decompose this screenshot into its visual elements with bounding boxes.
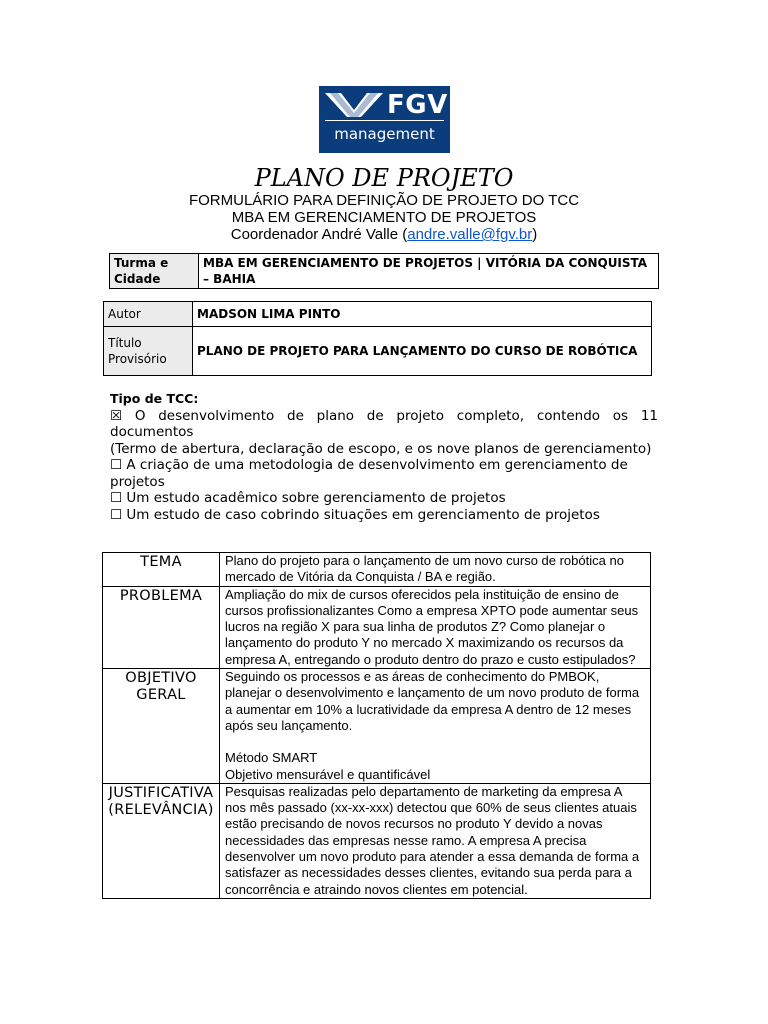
justificativa-text: Pesquisas realizadas pelo departamento de marketing da empresa A nos mês passado (xx-xx-xxx) detectou que 60% de seus clientes atuais estão precisando de novos recursos no produto Y devido a novas necessidades das empresas nesse ramo. A empresa A precisa desenvolver um novo produto para atender a essa demanda de forma a satisfazer as necessidades desses clientes, evitando sua perda para a concorrência e atraindo novos clientes em potencial.: [220, 783, 651, 898]
tcc-option-note: (Termo de abertura, declaração de escopo, e os nove planos de gerenciamento): [110, 440, 652, 457]
objetivo-method: Método SMART: [225, 750, 318, 766]
tcc-type-section: [110, 391, 658, 523]
logo-divider: [325, 120, 444, 121]
fgv-logo: [319, 86, 450, 153]
coordinator-prefix: Coordenador André Valle (: [230, 226, 408, 243]
objetivo-method-note: Objetivo mensurável e quantificável: [225, 766, 431, 782]
tcc-type-heading: Tipo de TCC:: [110, 391, 199, 406]
document-title: PLANO DE PROJETO: [254, 164, 514, 192]
class-label: Turma e Cidade: [110, 254, 199, 289]
author-table: [103, 301, 652, 376]
objetivo-cell: [220, 669, 651, 784]
objetivo-label: OBJETIVO GERAL: [103, 669, 220, 784]
objetivo-spacer: [225, 734, 645, 750]
program-name: MBA EM GERENCIAMENTO DE PROJETOS: [231, 209, 537, 226]
project-definition-table: [102, 552, 651, 899]
logo-subtitle: management: [334, 125, 435, 143]
tema-label: TEMA: [103, 553, 220, 587]
tema-text: Plano do projeto para o lançamento de um novo curso de robótica no mercado de Vitória da Conquista / BA e região.: [220, 553, 651, 587]
coordinator-email-link[interactable]: andre.valle@fgv.br: [407, 226, 533, 243]
provisional-title-value: PLANO DE PROJETO PARA LANÇAMENTO DO CURSO DE ROBÓTICA: [193, 327, 652, 376]
coordinator-suffix: ): [532, 226, 538, 243]
tcc-option-academic-study[interactable]: ☐ Um estudo acadêmico sobre gerenciamento de projetos: [110, 490, 506, 506]
form-subtitle: FORMULÁRIO PARA DEFINIÇÃO DE PROJETO DO TCC: [188, 192, 580, 209]
tcc-option-case-study[interactable]: ☐ Um estudo de caso cobrindo situações em gerenciamento de projetos: [110, 506, 600, 523]
author-label: Autor: [104, 302, 193, 327]
logo-brand: FGV: [387, 90, 448, 120]
justificativa-label: JUSTIFICATIVA (RELEVÂNCIA): [103, 783, 220, 898]
objetivo-text: Seguindo os processos e as áreas de conhecimento do PMBOK, planejar o desenvolvimento e lançamento de um novo produto de forma a aumentar em 10% a lucratividade da empresa A dentro de 12 meses após seu lançamento.: [225, 669, 640, 733]
tcc-option-methodology[interactable]: ☐ A criação de uma metodologia de desenvolvimento em gerenciamento de projetos: [110, 457, 628, 490]
fgv-chevron-icon: [325, 93, 383, 117]
coordinator-line: [0, 226, 768, 243]
author-value: MADSON LIMA PINTO: [193, 302, 652, 327]
class-table: [109, 253, 659, 289]
problema-label: PROBLEMA: [103, 586, 220, 668]
problema-text: Ampliação do mix de cursos oferecidos pela instituição de ensino de cursos profissionalizantes Como a empresa XPTO pode aumentar seus lucros na região X para sua linha de produtos Z? Como planejar o lançamento do produto Y no mercado X maximizando os recursos da empresa A, entregando o produto dentro do prazo e custo estipulados?: [220, 586, 651, 668]
tcc-option-complete-plan[interactable]: ☒ O desenvolvimento de plano de projeto completo, contendo os 11 documentos: [110, 407, 658, 440]
class-value: MBA EM GERENCIAMENTO DE PROJETOS | VITÓRIA DA CONQUISTA – BAHIA: [199, 254, 659, 289]
provisional-title-label: Título Provisório: [104, 327, 193, 376]
